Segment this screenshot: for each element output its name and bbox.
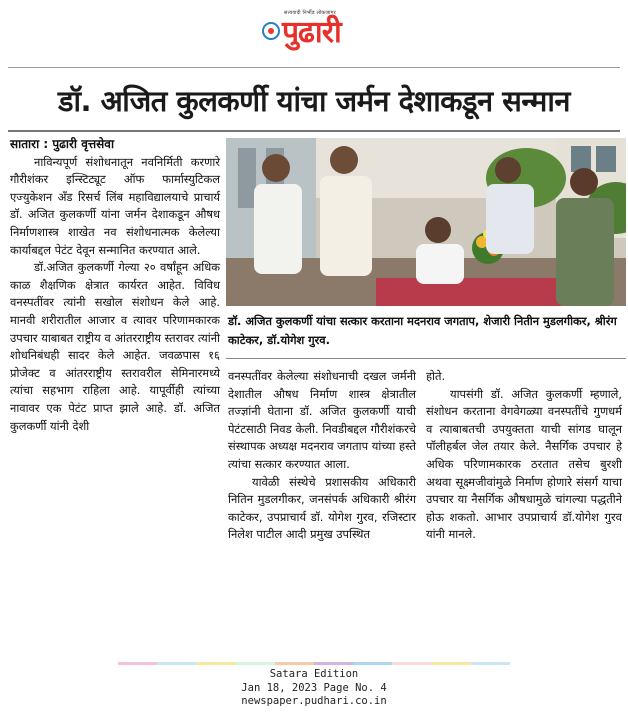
footer-site: newspaper.pudhari.co.in — [241, 695, 387, 707]
col3-paragraph-2: यापसंगी डॉ. अजित कुलकर्णी म्हणाले, संशोधन करताना वेगवेगळ्या वनस्पतींचे गुणधर्म व त्याबाबतची उपयुक्तता याची सांगड घालून पॉलीहर्बल जेल तयार केले. नैसर्गिक उपचार हे अधिक परिणामकारक ठरतात तसेच बुरशी अथवा सूक्ष्मजीवांमुळे निर्माण होणारे संसर्ग याचा उपचार या नैसर्गिक औषधामुळे चांगल्या पद्धतीने होऊ शकतो. आभार उपप्राचार्य डॉ.योगेश गुरव यांनी मानले. — [426, 386, 622, 542]
headline-divider — [8, 130, 620, 132]
color-swatch — [118, 662, 157, 665]
photo-caption: डॉ. अजित कुलकर्णी यांचा सत्कार करताना मदनराव जगताप, शेजारी नितीन मुडलगीकर, श्रीरंग काटेकर, डॉ.योगेश गुरव. — [228, 314, 617, 347]
logo-tagline: सत्यवादी निर्भीड लोकजागर — [284, 10, 336, 16]
page-footer — [0, 668, 628, 709]
footer-date-page: Jan 18, 2023 Page No. 4 — [241, 681, 387, 694]
caption-divider — [226, 358, 626, 359]
logo-emblem-icon — [262, 22, 280, 40]
color-swatch — [236, 662, 275, 665]
masthead — [0, 0, 628, 66]
article-column-3 — [426, 368, 622, 544]
color-swatch — [471, 662, 510, 665]
col1-paragraph-2: डॉ.अजित कुलकर्णी गेल्या २० वर्षांहून अधिक काळ शैक्षणिक क्षेत्रात कार्यरत आहेत. विविध वनस्पतींवर त्यांनी सखोल संशोधन केले आहे. मानवी शरीरातील आजार व त्यावर परिणामकारक उपचार याबाबत राष्ट्रीय व आंतरराष्ट्रीय स्तरावर त्यांनी शोधनिबंधही सादर केले आहेत. जवळपास १६ प्रोजेक्ट व आंतरराष्ट्रीय स्तरावरील सेमिनारमध्ये त्यांचा सहभाग राहिला आहे. यापूर्वीही त्यांच्या नावावर एक पेटंट प्राप्त झाले आहे. डॉ. अजित कुलकर्णी यांनी देशी — [10, 260, 220, 433]
pudhari-logo[interactable] — [262, 8, 370, 56]
color-swatch — [432, 662, 471, 665]
article-headline: डॉ. अजित कुलकर्णी यांचा जर्मन देशाकडून सन्मान — [57, 84, 571, 118]
color-swatch — [353, 662, 392, 665]
color-registration-strip — [118, 662, 510, 665]
article-photo — [226, 138, 626, 306]
dateline: सातारा : पुढारी वृत्तसेवा — [10, 137, 115, 151]
col1-paragraph-1: नाविन्यपूर्ण संशोधनातून नवनिर्मिती करणारे गौरीशंकर इन्स्टिट्यूट ऑफ फार्मास्युटिकल एज्युकेशन अँड रिसर्च लिंब महाविद्यालयाचे प्राचार्य डॉ. अजित कुलकर्णी यांना जर्मन देशाकडून औषध निर्माणशास्त्र शाखेत नव संशोधनात्मक केलेल्या कार्याबद्दल पेटंट देवून सन्मानित करण्यात आले. — [10, 154, 220, 257]
masthead-divider — [8, 67, 620, 68]
color-swatch — [157, 662, 196, 665]
col3-paragraph-1: होते. — [426, 369, 446, 383]
logo-text: पुढारी — [282, 15, 341, 50]
footer-edition: Satara Edition — [269, 668, 359, 680]
article-column-1 — [10, 136, 220, 435]
col2-paragraph-1: वनस्पतींवर केलेल्या संशोधनाची दखल जर्मनी देशातील औषध निर्माण शास्त्र क्षेत्रातील तज्ज्ञांनी घेताना डॉ. अजित कुलकर्णी याची पेटंटसाठी निवड केली. निवडीबद्दल गौरीशंकरचे संस्थापक अध्यक्ष मदनराव जगताप यांच्या हस्ते त्यांचा सत्कार करण्यात आला. — [228, 369, 416, 471]
col2-paragraph-2: यावेळी संस्थेचे प्रशासकीय अधिकारी नितिन मुडलगीकर, जनसंपर्क अधिकारी श्रीरंग काटेकर, उपप्राचार्य डॉ. योगेश गुरव, रजिस्टार निलेश पाटील आदी प्रमुख उपस्थित — [228, 474, 416, 542]
color-swatch — [314, 662, 353, 665]
photo-illustration — [226, 138, 626, 306]
article-column-2 — [228, 368, 416, 544]
color-swatch — [275, 662, 314, 665]
color-swatch — [196, 662, 235, 665]
color-swatch — [392, 662, 431, 665]
